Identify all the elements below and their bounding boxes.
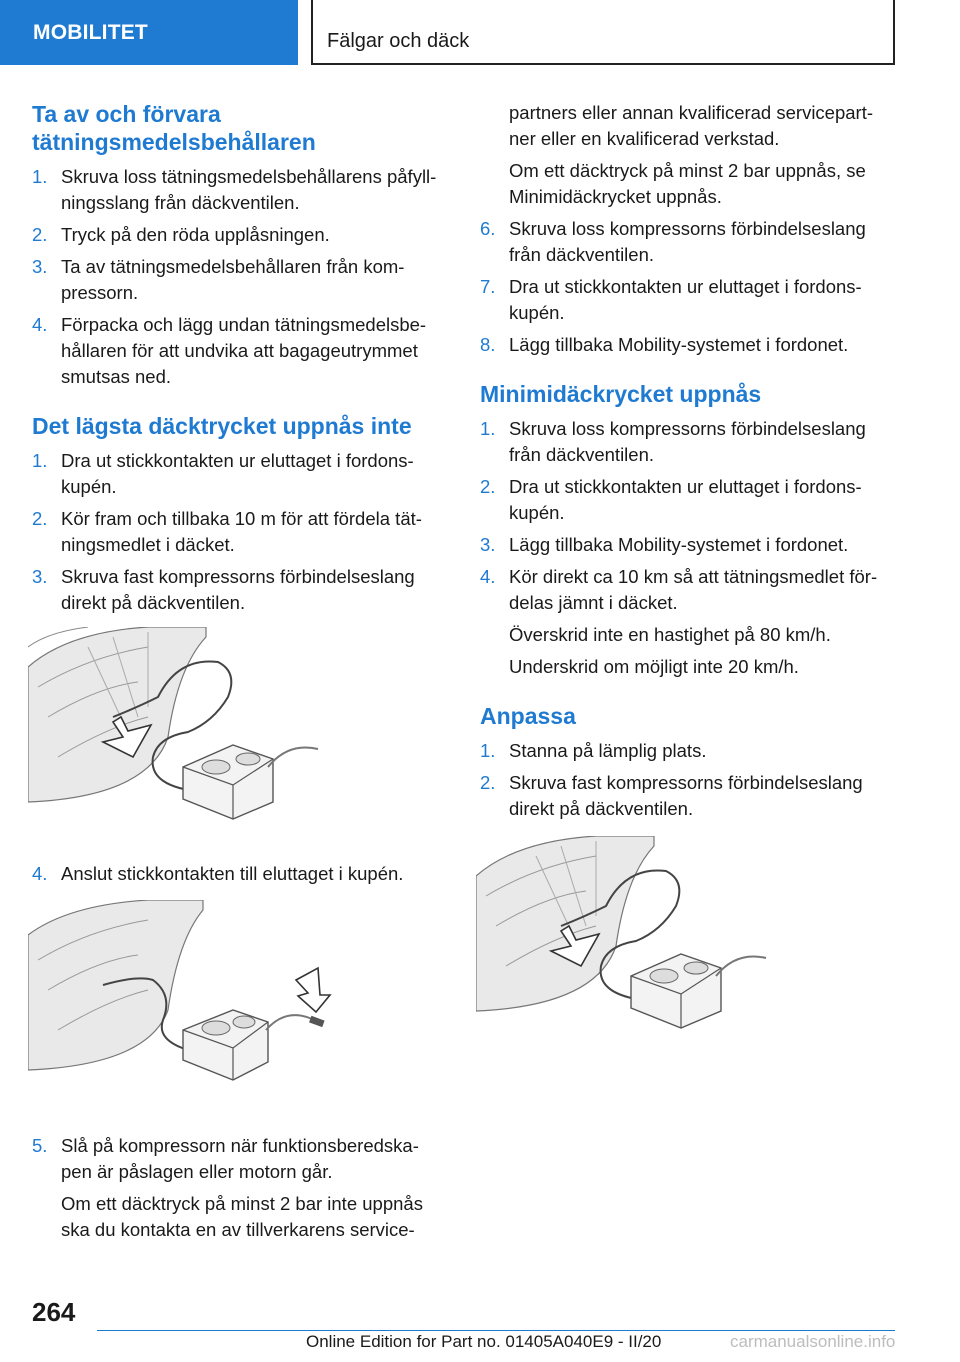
paragraph: Överskrid inte en hastighet på 80 km/h. bbox=[509, 624, 831, 645]
list-item: 4. Förpacka och lägg undan tätningsmedelsbe- hållaren för att undvika att bagageutrymmet smutsas ned. bbox=[32, 314, 427, 387]
edition-text: Online Edition for Part no. 01405A040E9 - II/20 bbox=[306, 1332, 662, 1351]
page-number: 264 bbox=[32, 1297, 76, 1327]
list-item: 5. Slå på kompressorn när funktionsberedska- pen är påslagen eller motorn går. bbox=[32, 1135, 419, 1182]
list-item: 2. Kör fram och tillbaka 10 m för att fördela tät- ningsmedlet i däcket. bbox=[32, 508, 422, 555]
heading-min-pressure-reached: Minimidäckrycket uppnås bbox=[480, 381, 762, 407]
list-item: 4. Anslut stickkontakten till eluttaget i kupén. bbox=[32, 863, 404, 884]
heading-pressure-not-reached: Det lägsta däcktrycket uppnås inte bbox=[32, 413, 412, 439]
figure-compressor-at-valve-adjust bbox=[476, 836, 776, 1036]
list-item: 1. Skruva loss tätningsmedelsbehållarens påfyll- ningsslang från däckventilen. bbox=[32, 166, 437, 213]
list-item: 2. Dra ut stickkontakten ur eluttaget i fordons- kupén. bbox=[480, 476, 862, 523]
chapter-title: Fälgar och däck bbox=[327, 30, 470, 52]
list-item: 1. Skruva loss kompressorns förbindelseslang från däckventilen. bbox=[480, 418, 866, 465]
list-item: 1. Stanna på lämplig plats. bbox=[480, 740, 707, 761]
list-item: 1. Dra ut stickkontakten ur eluttaget i fordons- kupén. bbox=[32, 450, 414, 497]
section-tab: MOBILITET bbox=[0, 0, 298, 65]
footer-divider bbox=[97, 1330, 895, 1331]
watermark: carmanualsonline.info bbox=[730, 1332, 896, 1351]
left-column bbox=[32, 100, 447, 616]
heading-adjust: Anpassa bbox=[480, 703, 576, 729]
figure-compressor-plug bbox=[28, 900, 338, 1090]
list-item: 6. Skruva loss kompressorns förbindelseslang från däckventilen. bbox=[480, 218, 866, 265]
heading-remove-store: Ta av och förvara tätningsmedelsbehållaren bbox=[32, 101, 316, 155]
paragraph: partners eller annan kvalificerad servicepart- ner eller en kvalificerad verkstad. bbox=[509, 102, 874, 149]
paragraph: Om ett däcktryck på minst 2 bar inte uppnås ska du kontakta en av tillverkarens service- bbox=[61, 1193, 423, 1240]
chapter-title-box bbox=[311, 0, 895, 65]
list-item: 3. Skruva fast kompressorns förbindelseslang direkt på däckventilen. bbox=[32, 566, 415, 613]
list-item: 7. Dra ut stickkontakten ur eluttaget i fordons- kupén. bbox=[480, 276, 862, 323]
list-item: 2. Skruva fast kompressorns förbindelseslang direkt på däckventilen. bbox=[480, 772, 863, 819]
list-item: 8. Lägg tillbaka Mobility-systemet i fordonet. bbox=[480, 334, 849, 355]
paragraph: Om ett däcktryck på minst 2 bar uppnås, se Minimidäckrycket uppnås. bbox=[509, 160, 866, 207]
right-column bbox=[480, 100, 895, 822]
list-item: 3. Lägg tillbaka Mobility-systemet i fordonet. bbox=[480, 534, 849, 555]
list-item: 4. Kör direkt ca 10 km så att tätningsmedlet för- delas jämnt i däcket. bbox=[480, 566, 878, 613]
list-item: 3. Ta av tätningsmedelsbehållaren från kom- pressorn. bbox=[32, 256, 405, 303]
paragraph: Underskrid om möjligt inte 20 km/h. bbox=[509, 656, 799, 677]
figure-compressor-at-valve bbox=[28, 627, 328, 827]
list-item: 2. Tryck på den röda upplåsningen. bbox=[32, 224, 330, 245]
